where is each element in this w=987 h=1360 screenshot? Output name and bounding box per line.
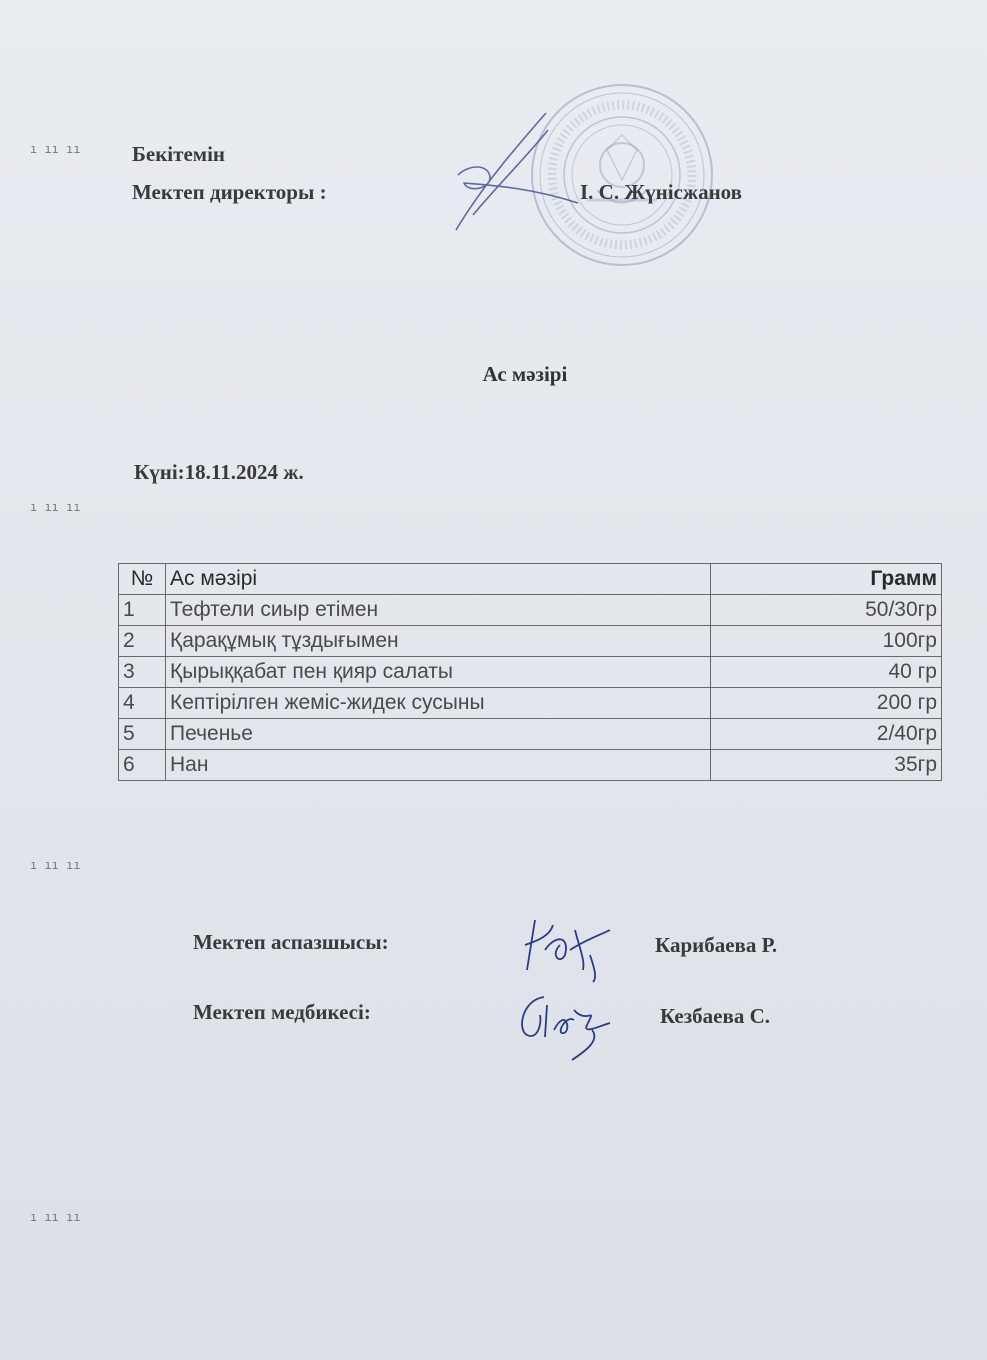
nurse-name: Кезбаева С. (660, 1004, 771, 1028)
page-title: Ас мәзірі (482, 362, 568, 386)
row-dish: Кептірілген жеміс-жидек сусыны (166, 688, 711, 719)
row-dish: Печенье (166, 719, 711, 750)
row-dish: Қырыққабат пен қияр салаты (166, 657, 711, 688)
row-gram: 50/30гр (711, 595, 942, 626)
row-number: 5 (119, 719, 166, 750)
scan-mark: ı ıı ıı (30, 858, 81, 872)
scan-mark: ı ıı ıı (30, 1210, 81, 1224)
row-number: 6 (119, 750, 166, 781)
header-number: № (119, 564, 166, 595)
approve-label: Бекітемін (132, 142, 226, 166)
menu-date: Күні:18.11.2024 ж. (134, 460, 304, 484)
nurse-signature (512, 985, 622, 1065)
row-gram: 2/40гр (711, 719, 942, 750)
table-row (119, 626, 942, 657)
table-row (119, 657, 942, 688)
row-gram: 100гр (711, 626, 942, 657)
header-gram: Грамм (711, 564, 942, 595)
cook-name: Карибаева Р. (655, 933, 778, 957)
menu-table (118, 563, 942, 781)
nurse-label: Мектеп медбикесі: (193, 1000, 371, 1024)
row-number: 3 (119, 657, 166, 688)
row-gram: 35гр (711, 750, 942, 781)
row-dish: Нан (166, 750, 711, 781)
row-number: 4 (119, 688, 166, 719)
scan-mark: ı ıı ıı (30, 500, 81, 514)
table-header-row (119, 564, 942, 595)
director-signature (428, 105, 588, 235)
cook-label: Мектеп аспазшысы: (193, 930, 389, 954)
table-row (119, 595, 942, 626)
cook-signature (515, 910, 625, 985)
row-gram: 40 гр (711, 657, 942, 688)
table-row (119, 688, 942, 719)
table-row (119, 719, 942, 750)
row-number: 1 (119, 595, 166, 626)
row-dish: Тефтели сиыр етімен (166, 595, 711, 626)
row-dish: Қарақұмық тұздығымен (166, 626, 711, 657)
director-name: І. С. Жүнісжанов (580, 180, 743, 204)
header-menu: Ас мәзірі (166, 564, 711, 595)
table-row (119, 750, 942, 781)
scan-mark: ı ıı ıı (30, 142, 81, 156)
row-number: 2 (119, 626, 166, 657)
director-label: Мектеп директоры : (132, 180, 327, 204)
row-gram: 200 гр (711, 688, 942, 719)
